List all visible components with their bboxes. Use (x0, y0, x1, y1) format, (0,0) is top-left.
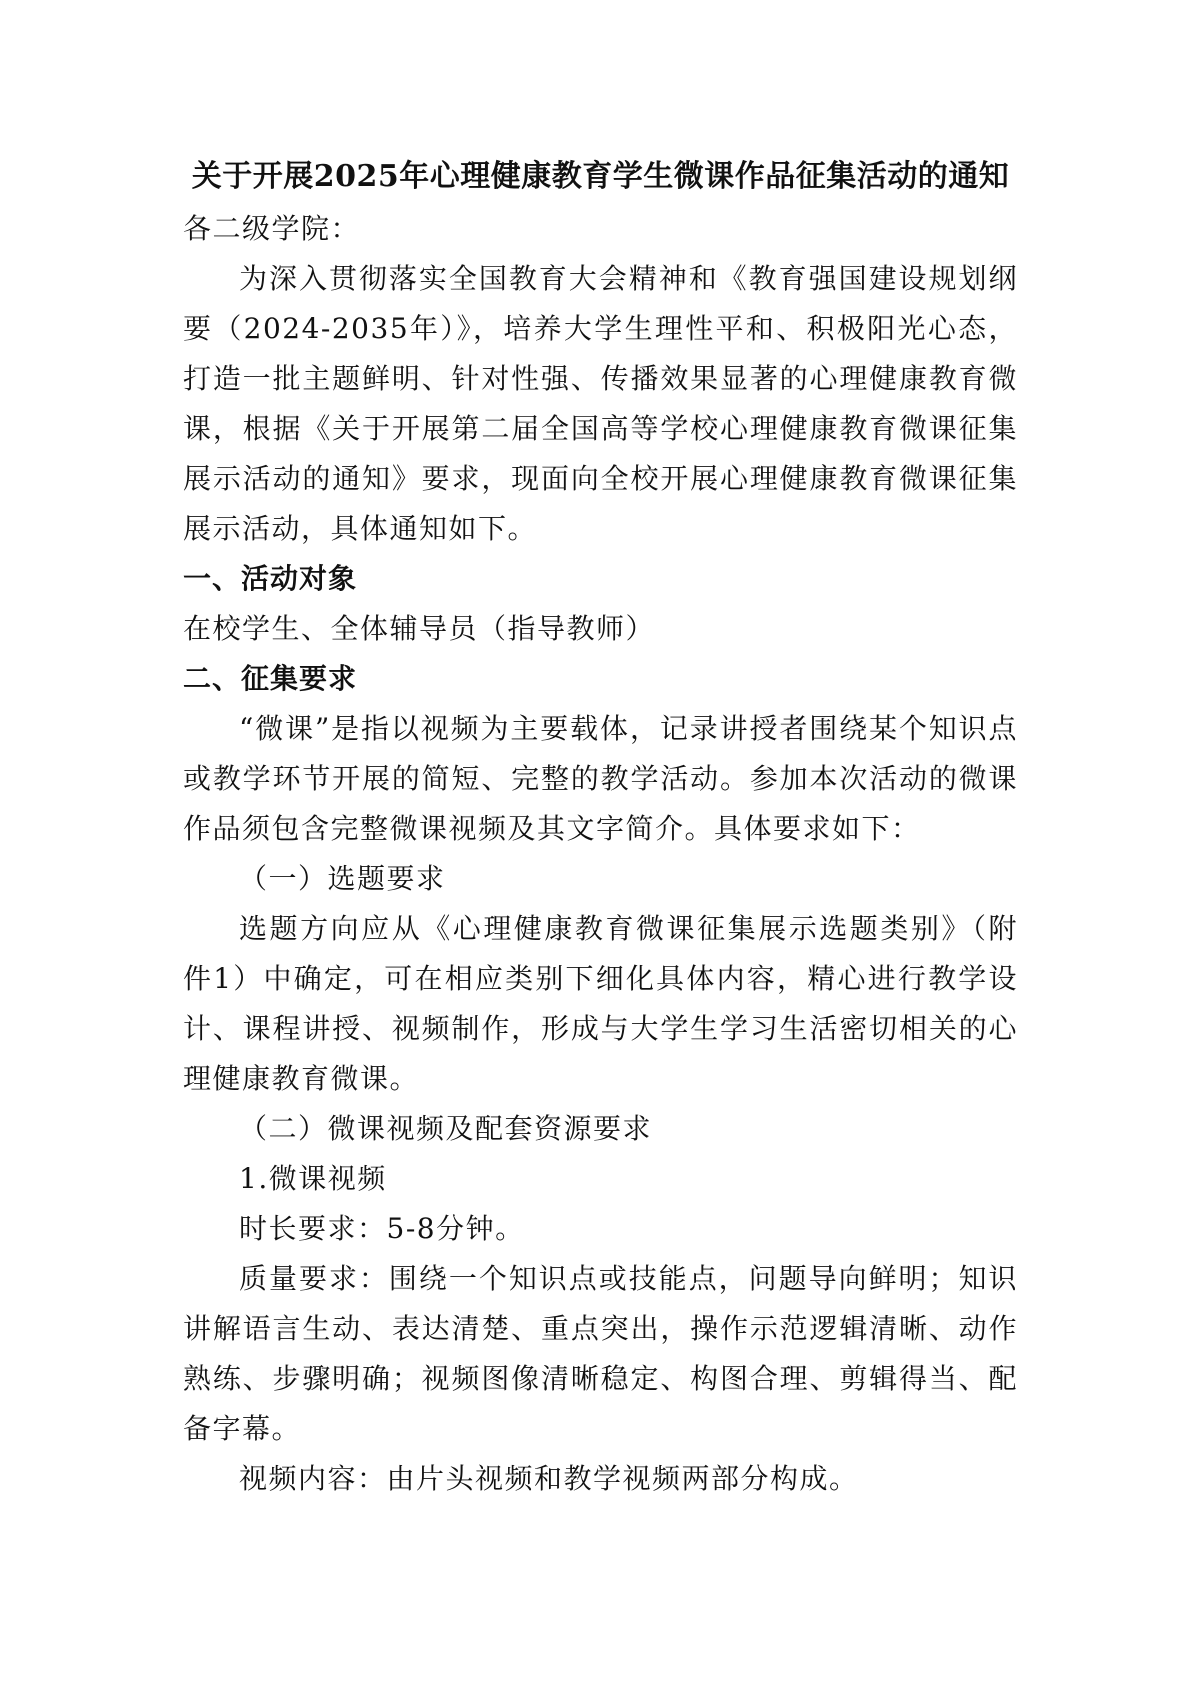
content-requirement: 视频内容：由片头视频和教学视频两部分构成。 (239, 1462, 859, 1495)
requirements-intro: “微课”是指以视频为主要载体，记录讲授者围绕某个知识点或教学环节开展的简短、完整的教学活动。参加本次活动的微课作品须包含完整微课视频及其文字简介。具体要求如下： (183, 712, 1018, 845)
item-heading-micro-video: 1.微课视频 (239, 1162, 387, 1195)
document-body (183, 150, 1018, 1504)
subsection-heading-video-resources: （二）微课视频及配套资源要求 (239, 1112, 653, 1145)
target-audience-text: 在校学生、全体辅导员（指导教师） (183, 612, 656, 645)
quality-requirement: 质量要求：围绕一个知识点或技能点，问题导向鲜明；知识讲解语言生动、表达清楚、重点突出，操作示范逻辑清晰、动作熟练、步骤明确；视频图像清晰稳定、构图合理、剪辑得当、配备字幕。 (183, 1262, 1018, 1445)
salutation: 各二级学院： (183, 212, 361, 245)
intro-paragraph: 为深入贯彻落实全国教育大会精神和《教育强国建设规划纲要（2024-2035年）》，培养大学生理性平和、积极阳光心态，打造一批主题鲜明、针对性强、传播效果显著的心理健康教育微课，根据《关于开展第二届全国高等学校心理健康教育微课征集展示活动的通知》要求，现面向全校开展心理健康教育微课征集展示活动，具体通知如下。 (183, 262, 1018, 545)
section-heading-target-audience: 一、活动对象 (183, 562, 358, 595)
subsection-heading-topic: （一）选题要求 (239, 862, 446, 895)
topic-requirements-text: 选题方向应从《心理健康教育微课征集展示选题类别》（附件1）中确定，可在相应类别下细化具体内容，精心进行教学设计、课程讲授、视频制作，形成与大学生学习生活密切相关的心理健康教育微课。 (183, 912, 1018, 1095)
document-title: 关于开展2025年心理健康教育学生微课作品征集活动的通知 (191, 159, 1010, 194)
duration-requirement: 时长要求：5-8分钟。 (239, 1212, 525, 1245)
section-heading-requirements: 二、征集要求 (183, 662, 358, 695)
